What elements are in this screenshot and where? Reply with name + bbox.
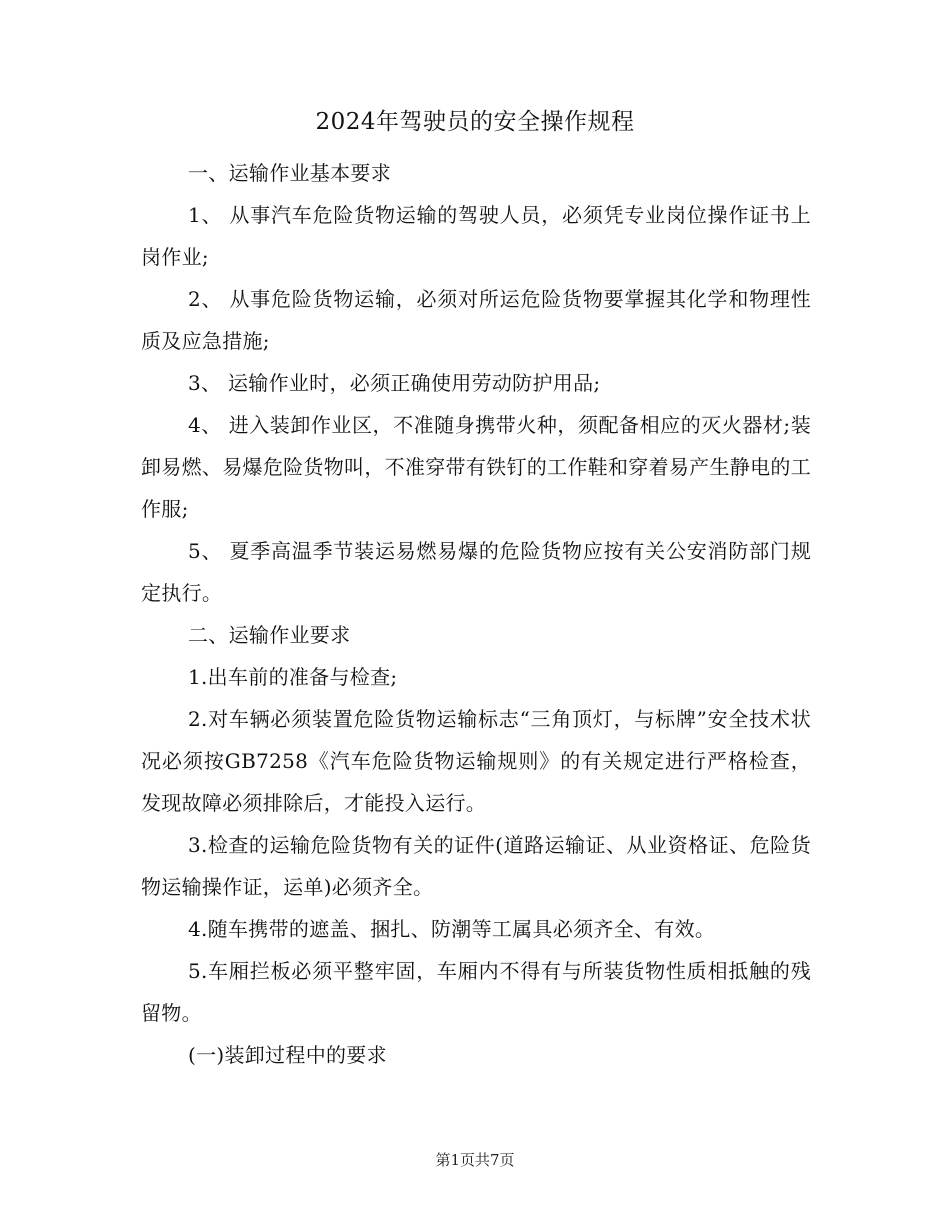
paragraph-1-2: 2、 从事危险货物运输，必须对所运危险货物要掌握其化学和物理性质及应急措施;	[141, 287, 811, 353]
paragraph-2-4: 4.随车携带的遮盖、捆扎、防潮等工属具必须齐全、有效。	[188, 917, 716, 941]
subsection-heading: (一)装卸过程中的要求	[188, 1043, 387, 1067]
paragraph-2-5: 5.车厢拦板必须平整牢固，车厢内不得有与所装货物性质相抵触的残留物。	[141, 959, 811, 1025]
document-body	[141, 152, 811, 1076]
section-heading-1: 一、运输作业基本要求	[188, 161, 391, 185]
document-title: 2024年驾驶员的安全操作规程	[315, 109, 635, 135]
paragraph-2-3: 3.检查的运输危险货物有关的证件(道路运输证、从业资格证、危险货物运输操作证，运单)必须齐全。	[141, 833, 811, 899]
paragraph-1-3: 3、 运输作业时，必须正确使用劳动防护用品;	[188, 371, 601, 395]
section-heading-2: 二、运输作业要求	[188, 623, 351, 647]
paragraph-2-2: 2.对车辆必须装置危险货物运输标志“三角顶灯，与标牌”安全技术状况必须按GB7258《汽车危险货物运输规则》的有关规定进行严格检查，发现故障必须排除后，才能投入运行。	[141, 707, 811, 815]
paragraph-1-5: 5、 夏季高温季节装运易燃易爆的危险货物应按有关公安消防部门规定执行。	[141, 539, 811, 605]
page-number-footer: 第1页共7页	[435, 1151, 515, 1169]
paragraph-1-1: 1、 从事汽车危险货物运输的驾驶人员，必须凭专业岗位操作证书上岗作业;	[141, 203, 811, 269]
paragraph-2-1: 1.出车前的准备与检查;	[188, 665, 398, 689]
paragraph-1-4: 4、 进入装卸作业区，不准随身携带火种，须配备相应的灭火器材;装卸易燃、易爆危险货物叫，不准穿带有铁钉的工作鞋和穿着易产生静电的工作服;	[141, 413, 811, 521]
